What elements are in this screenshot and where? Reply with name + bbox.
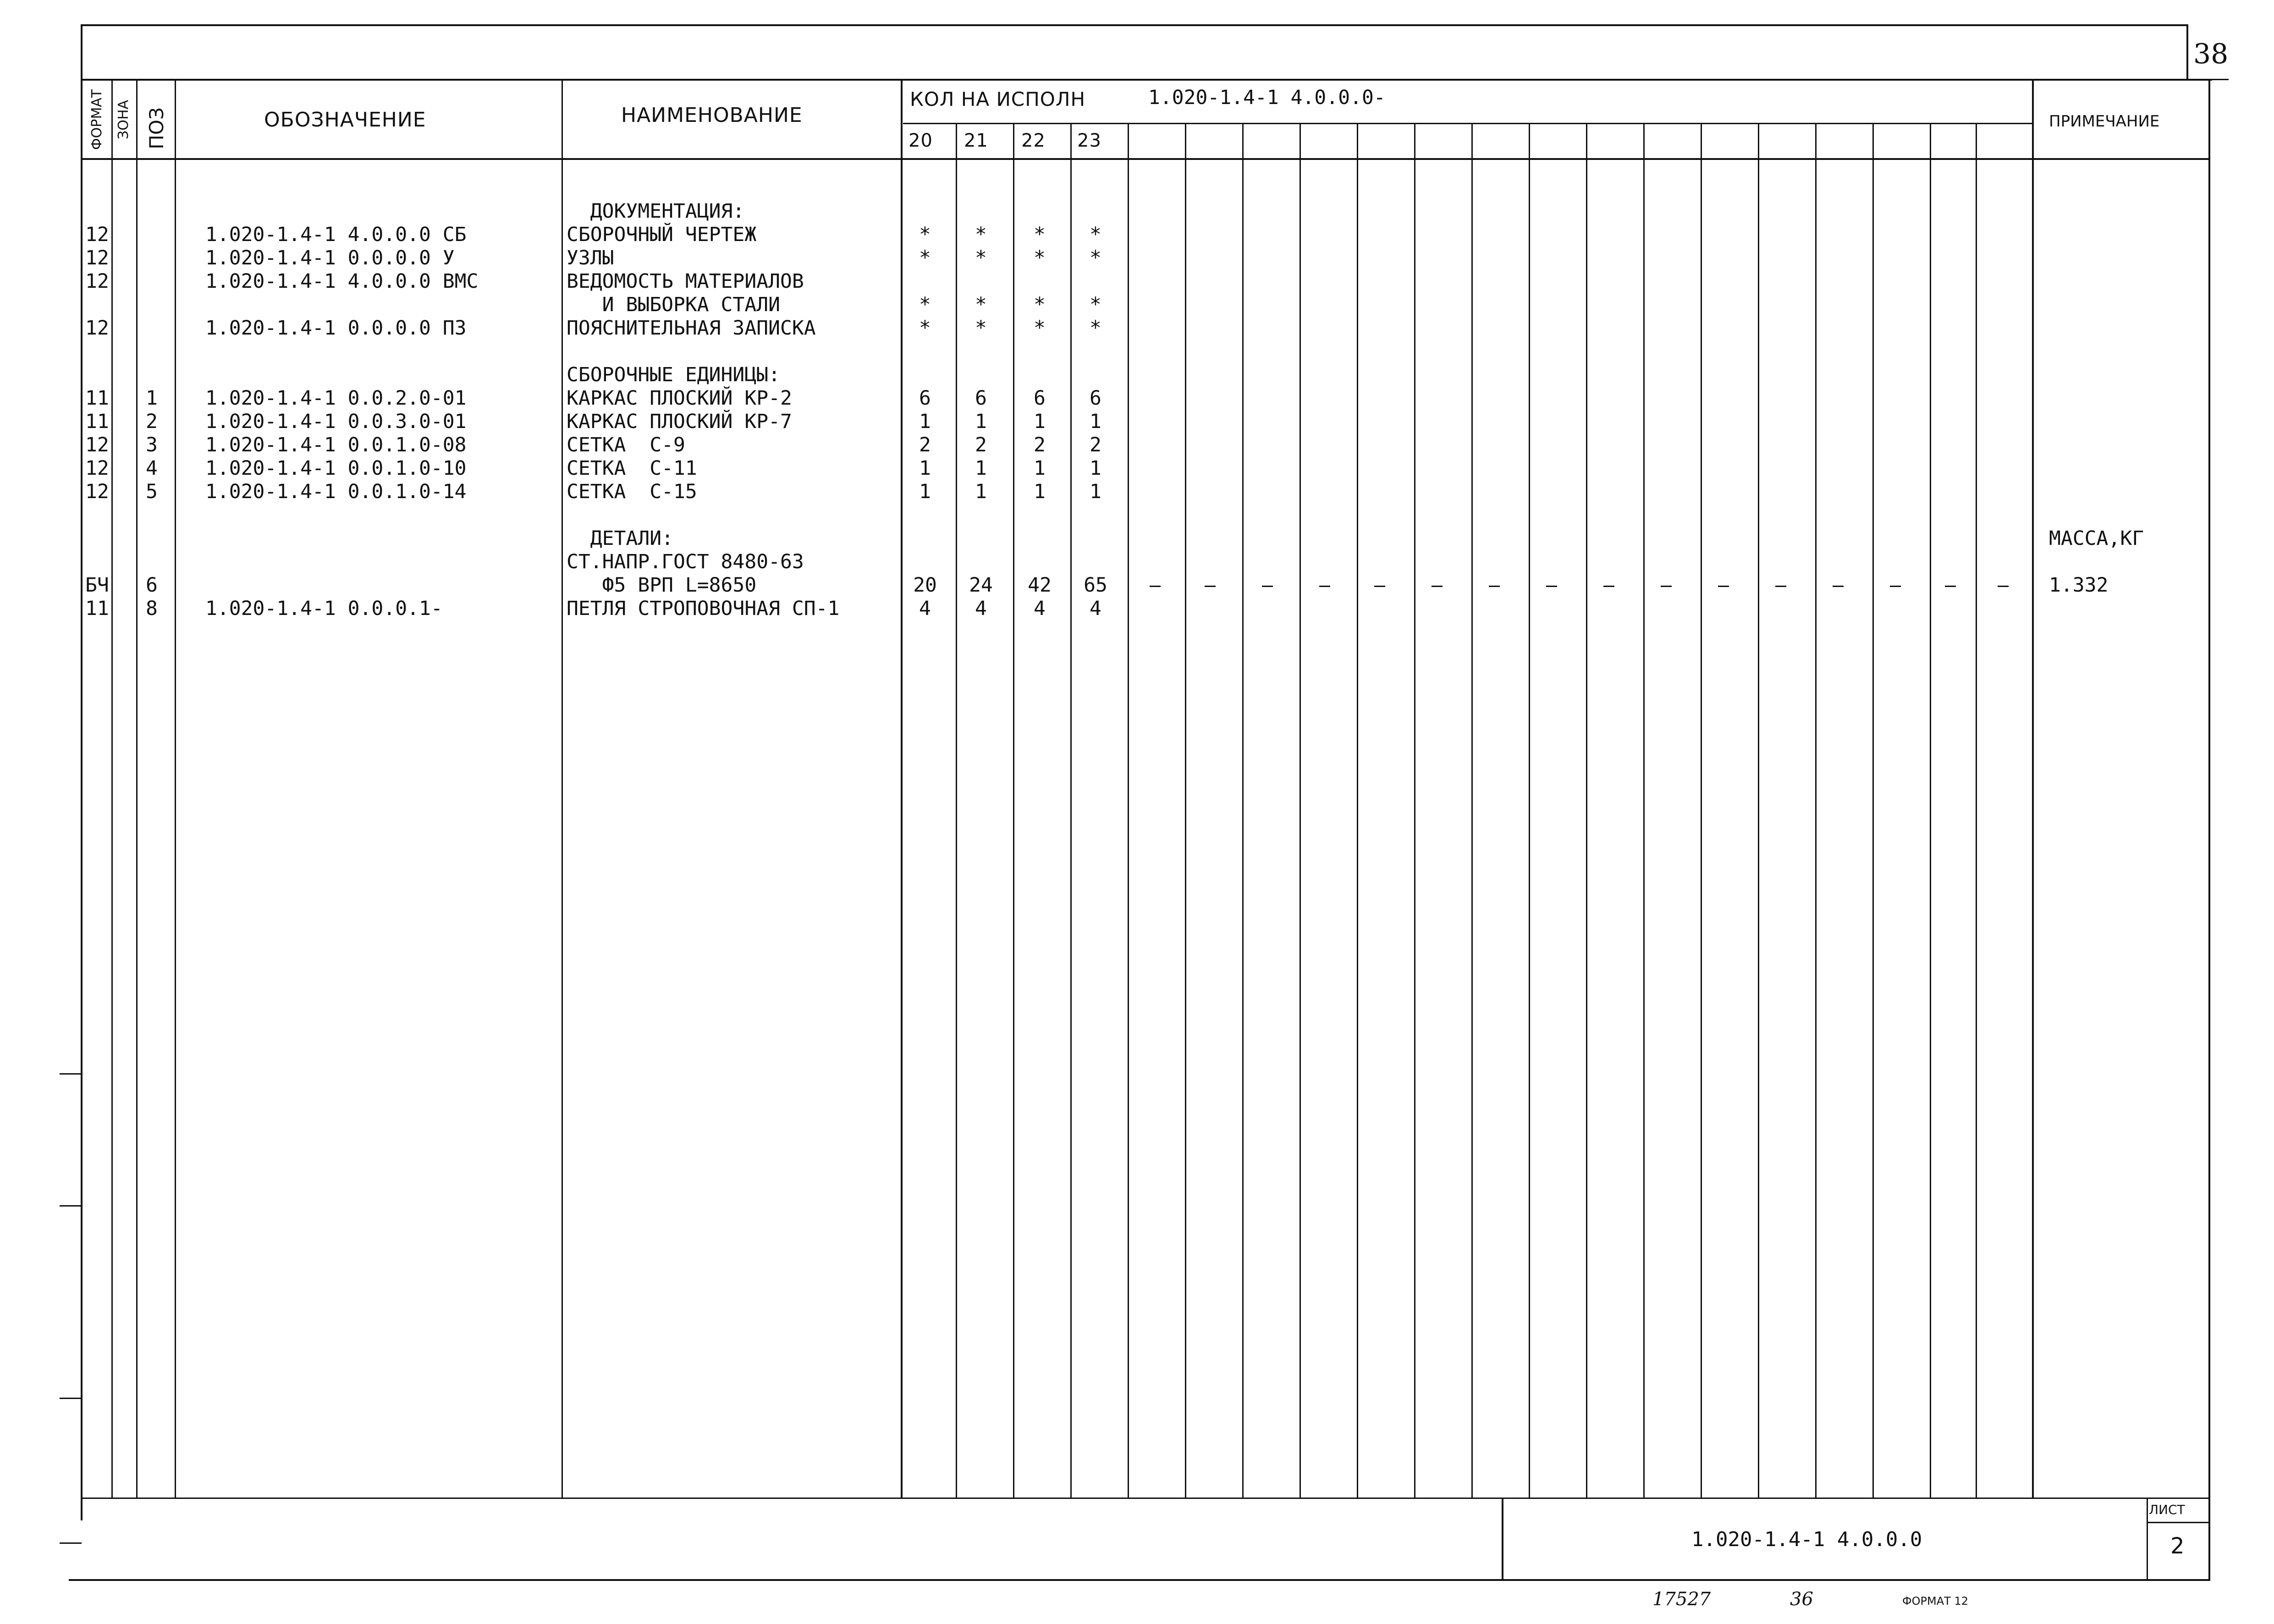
frame-bottom-line <box>69 1579 2210 1581</box>
row-name: СБОРОЧНЫЙ ЧЕРТЕЖ <box>567 223 757 246</box>
row-qty-23: * <box>1090 223 1101 246</box>
empty-qty-dash <box>1945 586 1956 587</box>
row-name: КАРКАС ПЛОСКИЙ КР-7 <box>567 410 792 433</box>
header-format: ФОРМАТ <box>89 89 105 150</box>
row-qty-23: 4 <box>1090 597 1101 620</box>
row-qty-21: * <box>975 223 987 246</box>
empty-qty-dash <box>1432 586 1443 587</box>
row-name: ПОЯСНИТЕЛЬНАЯ ЗАПИСКА <box>567 317 816 340</box>
row-designation: 1.020-1.4-1 4.0.0.0 СБ <box>205 223 467 246</box>
row-qty-23: 1 <box>1090 480 1101 503</box>
row-format: 12 <box>85 480 109 503</box>
qty-column-line <box>1013 123 1014 1498</box>
row-qty-23: 65 <box>1084 574 1107 597</box>
row-qty-21: * <box>975 293 987 316</box>
row-qty-20: * <box>919 247 931 269</box>
row-name: ДОКУМЕНТАЦИЯ: <box>567 200 745 223</box>
qty-column-line <box>1357 123 1358 1498</box>
title-doc-number: 1.020-1.4-1 4.0.0.0 <box>1691 1528 1922 1551</box>
row-qty-20: 2 <box>919 433 931 456</box>
frame-left-line <box>81 24 83 1520</box>
page-number-box-left <box>2186 24 2188 79</box>
row-qty-20: 1 <box>919 457 931 480</box>
row-qty-23: 1 <box>1090 410 1101 433</box>
row-qty-20: 1 <box>919 410 931 433</box>
frame-top-line <box>82 24 2186 26</box>
row-qty-23: 2 <box>1090 433 1101 456</box>
qty-column-line <box>1471 123 1473 1498</box>
row-qty-20: * <box>919 223 931 246</box>
row-name: ДЕТАЛИ: <box>567 527 673 550</box>
row-format: БЧ <box>85 574 109 597</box>
header-pos: ПОЗ <box>145 107 168 149</box>
empty-qty-dash <box>1546 586 1557 587</box>
empty-qty-dash <box>1775 586 1786 587</box>
row-designation: 1.020-1.4-1 0.0.2.0-01 <box>205 387 467 410</box>
footer-format-label: ФОРМАТ 12 <box>1902 1595 1968 1608</box>
col-line-qty <box>901 80 903 1498</box>
row-qty-22: * <box>1034 247 1046 269</box>
frame-right-line <box>2208 79 2210 1580</box>
empty-qty-dash <box>1374 586 1385 587</box>
header-zone: ЗОНА <box>116 100 132 139</box>
row-name: СБОРОЧНЫЕ ЕДИНИЦЫ: <box>567 363 780 386</box>
row-qty-22: 1 <box>1034 410 1046 433</box>
row-designation: 1.020-1.4-1 4.0.0.0 ВМС <box>205 270 479 293</box>
page-number: 38 <box>2193 38 2229 70</box>
row-format: 12 <box>85 457 109 480</box>
sheet-box-left-line <box>2147 1498 2148 1580</box>
empty-qty-dash <box>1603 586 1614 587</box>
row-qty-23: * <box>1090 317 1101 340</box>
col-line-designation <box>175 80 176 1498</box>
header-bottom-line <box>82 158 2209 160</box>
row-qty-21: 6 <box>975 387 987 410</box>
row-qty-22: 2 <box>1034 433 1046 456</box>
row-qty-22: 4 <box>1034 597 1046 620</box>
qty-column-line <box>1185 123 1186 1498</box>
qty-column-line <box>1414 123 1415 1498</box>
title-block-left-line <box>1502 1498 1503 1580</box>
row-pos: 5 <box>146 480 158 503</box>
row-qty-22: 6 <box>1034 387 1046 410</box>
row-name: СЕТКА С-11 <box>567 457 697 480</box>
row-pos: 8 <box>146 597 158 620</box>
row-qty-21: 4 <box>975 597 987 620</box>
col-line-zone <box>111 80 113 1498</box>
row-name: СТ.НАПР.ГОСТ 8480-63 <box>567 550 804 573</box>
row-qty-20: 1 <box>919 480 931 503</box>
col-line-name <box>562 80 563 1498</box>
qty-column-line <box>956 123 957 1498</box>
header-name: НАИМЕНОВАНИЕ <box>621 104 803 127</box>
qty-column-line <box>1242 123 1244 1498</box>
row-pos: 4 <box>146 457 158 480</box>
empty-qty-dash <box>1833 586 1844 587</box>
row-qty-22: * <box>1034 317 1046 340</box>
row-qty-20: 6 <box>919 387 931 410</box>
header-qty-doc: 1.020-1.4-1 4.0.0.0- <box>1148 86 1386 109</box>
row-designation: 1.020-1.4-1 0.0.1.0-10 <box>205 457 467 480</box>
row-qty-22: 42 <box>1028 574 1052 597</box>
row-designation: 1.020-1.4-1 0.0.0.0 ПЗ <box>205 317 467 340</box>
footer-inventory: 17527 <box>1652 1589 1711 1610</box>
empty-qty-dash <box>1998 586 2009 587</box>
row-format: 12 <box>85 433 109 456</box>
row-qty-23: * <box>1090 247 1101 269</box>
row-qty-23: * <box>1090 293 1101 316</box>
row-name: ВЕДОМОСТЬ МАТЕРИАЛОВ <box>567 270 804 293</box>
header-qty-title: КОЛ НА ИСПОЛН <box>910 88 1086 110</box>
qty-column-line <box>1643 123 1645 1498</box>
margin-tick <box>60 1542 82 1544</box>
row-pos: 2 <box>146 410 158 433</box>
title-sheet-label: ЛИСТ <box>2149 1502 2185 1517</box>
qty-column-line <box>1529 123 1530 1498</box>
empty-qty-dash <box>1489 586 1500 587</box>
row-format: 12 <box>85 270 109 293</box>
empty-qty-dash <box>1205 586 1216 587</box>
qty-column-line <box>1586 123 1587 1498</box>
row-designation: 1.020-1.4-1 0.0.0.0 У <box>205 247 455 269</box>
header-designation: ОБОЗНАЧЕНИЕ <box>264 108 426 132</box>
qty-column-line <box>1701 123 1702 1498</box>
row-qty-21: * <box>975 247 987 269</box>
col-line-pos <box>136 80 138 1498</box>
row-format: 12 <box>85 247 109 269</box>
row-name: СЕТКА С-15 <box>567 480 697 503</box>
header-note: ПРИМЕЧАНИЕ <box>2049 112 2160 131</box>
qty-column-line <box>1976 123 1977 1498</box>
row-pos: 6 <box>146 574 158 597</box>
row-format: 12 <box>85 223 109 246</box>
row-qty-23: 1 <box>1090 457 1101 480</box>
row-designation: 1.020-1.4-1 0.0.1.0-08 <box>205 433 467 456</box>
qty-column-line <box>1070 123 1072 1498</box>
row-qty-20: * <box>919 317 931 340</box>
row-note: МАССА,КГ <box>2049 527 2144 550</box>
empty-qty-dash <box>1661 586 1672 587</box>
col-line-note <box>2032 80 2034 1498</box>
qty-column-line <box>1128 123 1129 1498</box>
table-bottom-line <box>82 1498 2209 1499</box>
row-name: СЕТКА С-9 <box>567 433 685 456</box>
row-name: ПЕТЛЯ СТРОПОВОЧНАЯ СП-1 <box>567 597 840 620</box>
qty-column-line <box>1930 123 1931 1498</box>
header-variant-3: 23 <box>1077 130 1101 151</box>
frame-inner-top-line <box>82 79 2212 81</box>
margin-tick <box>60 1073 82 1075</box>
row-qty-21: 1 <box>975 457 987 480</box>
row-qty-21: 1 <box>975 480 987 503</box>
row-format: 11 <box>85 597 109 620</box>
row-name: И ВЫБОРКА СТАЛИ <box>567 293 780 316</box>
row-designation: 1.020-1.4-1 0.0.3.0-01 <box>205 410 467 433</box>
header-variant-1: 21 <box>964 130 988 151</box>
row-pos: 3 <box>146 433 158 456</box>
footer-copy-number: 36 <box>1790 1589 1813 1610</box>
qty-column-line <box>1872 123 1874 1498</box>
row-qty-21: 24 <box>969 574 993 597</box>
empty-qty-dash <box>1150 586 1161 587</box>
row-qty-22: * <box>1034 293 1046 316</box>
row-name: Ф5 ВРП L=8650 <box>567 574 757 597</box>
qty-column-line <box>1299 123 1301 1498</box>
qty-column-line <box>1815 123 1817 1498</box>
row-qty-22: 1 <box>1034 457 1046 480</box>
title-sheet-number: 2 <box>2170 1533 2185 1559</box>
empty-qty-dash <box>1718 586 1729 587</box>
margin-tick <box>60 1205 82 1207</box>
row-format: 11 <box>85 410 109 433</box>
row-qty-20: * <box>919 293 931 316</box>
row-qty-22: 1 <box>1034 480 1046 503</box>
sheet-box-mid-line <box>2147 1522 2209 1523</box>
row-name: КАРКАС ПЛОСКИЙ КР-2 <box>567 387 792 410</box>
row-qty-20: 20 <box>913 574 937 597</box>
empty-qty-dash <box>1319 586 1330 587</box>
row-qty-21: 2 <box>975 433 987 456</box>
row-name: УЗЛЫ <box>567 247 614 269</box>
row-designation: 1.020-1.4-1 0.0.0.1- <box>205 597 443 620</box>
qty-subheader-line <box>903 123 2033 124</box>
row-designation: 1.020-1.4-1 0.0.1.0-14 <box>205 480 467 503</box>
row-qty-22: * <box>1034 223 1046 246</box>
row-qty-23: 6 <box>1090 387 1101 410</box>
row-format: 12 <box>85 317 109 340</box>
row-pos: 1 <box>146 387 158 410</box>
empty-qty-dash <box>1262 586 1273 587</box>
row-format: 11 <box>85 387 109 410</box>
row-note: 1.332 <box>2049 574 2109 597</box>
header-variant-0: 20 <box>908 130 933 151</box>
header-variant-2: 22 <box>1021 130 1046 151</box>
margin-tick <box>2210 79 2229 80</box>
row-qty-21: * <box>975 317 987 340</box>
margin-tick <box>60 1398 82 1399</box>
empty-qty-dash <box>1890 586 1901 587</box>
row-qty-20: 4 <box>919 597 931 620</box>
row-qty-21: 1 <box>975 410 987 433</box>
qty-column-line <box>1758 123 1759 1498</box>
